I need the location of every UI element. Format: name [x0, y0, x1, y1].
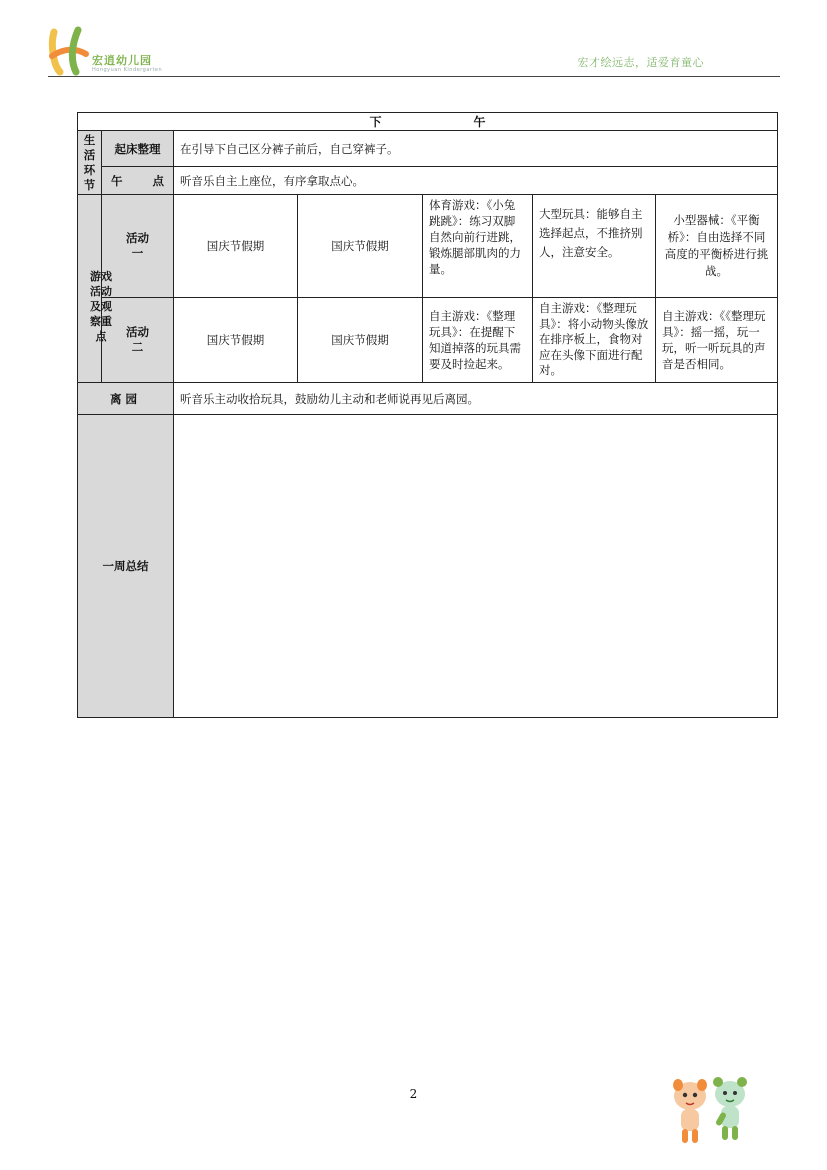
activity1-cell-tue: 国庆节假期 [298, 195, 423, 298]
afternoon-header-left: 下 [369, 115, 382, 129]
life-char-3: 环 [83, 162, 96, 177]
activity2-cell-tue: 国庆节假期 [298, 298, 423, 383]
activity1-cell-thu: 大型玩具：能够自主选择起点，不推挤别人，注意安全。 [533, 195, 656, 298]
page-header [46, 24, 780, 78]
life-char-2: 活 [83, 147, 96, 162]
activity1-label-b: 一 [131, 246, 144, 260]
summary-content[interactable] [174, 415, 778, 718]
snack-text: 听音乐自主上座位，有序拿取点心。 [174, 167, 778, 195]
afternoon-header [78, 113, 778, 131]
snack-label-b: 点 [152, 173, 164, 188]
leave-label [78, 383, 174, 415]
games-line-2: 活动 [90, 284, 112, 298]
mascot-illustration [668, 1076, 760, 1150]
games-line-4: 察重 [90, 314, 112, 328]
life-char-1: 生 [83, 132, 96, 147]
school-subtitle: Hongyuan Kindergarten [92, 67, 163, 73]
activity2-cell-wed: 自主游戏：《整理玩具》：在提醒下知道掉落的玩具需要及时捡起来。 [423, 298, 533, 383]
header-divider [48, 76, 780, 77]
wakeup-label: 起床整理 [102, 131, 174, 167]
leave-label-text: 离园 [110, 391, 141, 406]
activity1-cell-wed: 体育游戏：《小兔跳跳》：练习双脚自然向前行进跳，锻炼腿部肌肉的力量。 [423, 195, 533, 298]
games-section-label [78, 195, 112, 383]
leave-text: 听音乐主动收拾玩具，鼓励幼儿主动和老师说再见后离园。 [174, 383, 778, 415]
weekly-plan-table [77, 112, 778, 718]
activity2-cell-thu: 自主游戏：《整理玩具》：将小动物头像放在排序板上，食物对应在头像下面进行配对。 [533, 298, 656, 383]
summary-label: 一周总结 [78, 415, 174, 718]
activity2-cell-mon: 国庆节假期 [174, 298, 298, 383]
school-slogan: 宏才绘远志，适爱育童心 [577, 56, 704, 69]
page-number: 2 [409, 1087, 418, 1101]
games-line-5: 点 [95, 329, 107, 343]
activity1-label-a: 活动 [126, 231, 149, 245]
life-char-4: 节 [83, 177, 96, 192]
activity2-cell-fri: 自主游戏：《《整理玩具》：摇一摇，玩一玩，听一听玩具的声音是否相同。 [656, 298, 778, 383]
snack-label [102, 167, 174, 195]
games-line-3: 及观 [90, 299, 112, 313]
activity1-cell-fri: 小型器械：《平衡桥》：自由选择不同高度的平衡桥进行挑战。 [656, 195, 778, 298]
afternoon-header-right: 午 [473, 115, 486, 129]
wakeup-text: 在引导下自己区分裤子前后，自己穿裤子。 [174, 131, 778, 167]
life-section-label [78, 131, 102, 195]
activity2-label-b: 二 [131, 340, 144, 354]
school-name: 宏逍幼儿园 [92, 54, 152, 67]
games-line-1: 游戏 [90, 269, 112, 283]
snack-label-a: 午 [111, 173, 123, 188]
activity2-label-a: 活动 [126, 325, 149, 339]
activity1-cell-mon: 国庆节假期 [174, 195, 298, 298]
